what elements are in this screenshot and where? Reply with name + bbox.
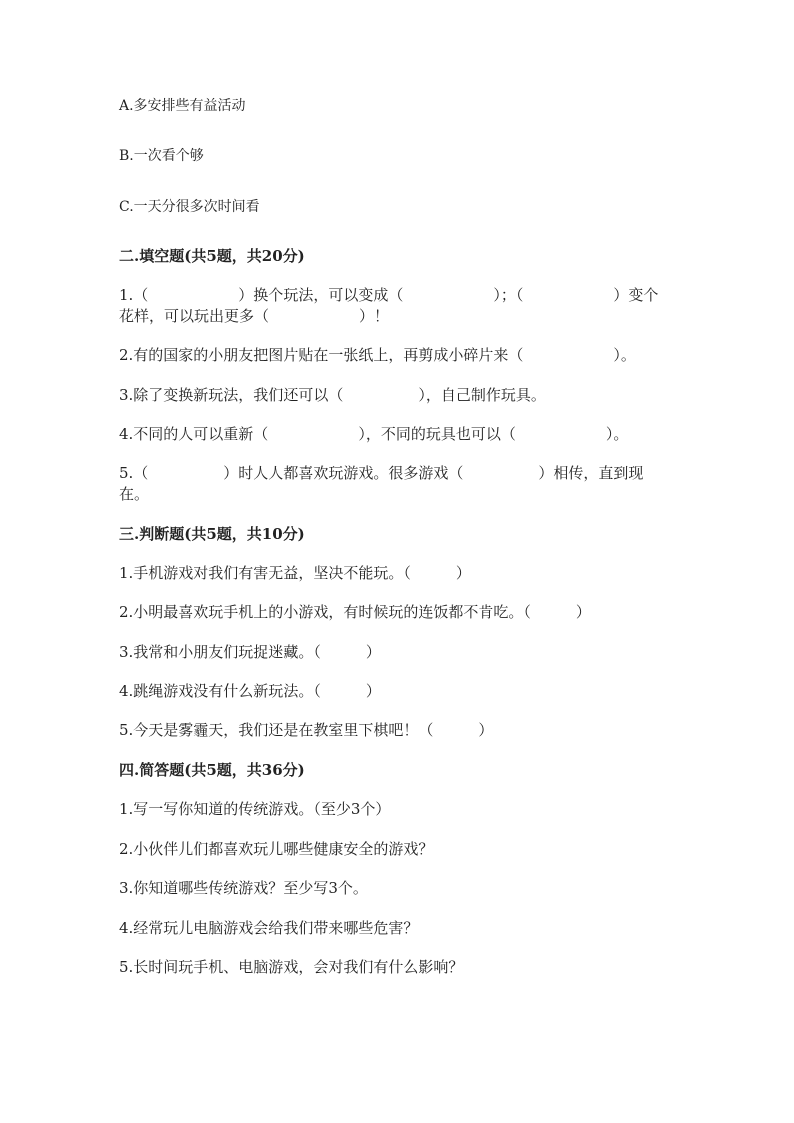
choice-option-b: B.一次看个够	[119, 148, 204, 164]
fill-blank-question: 3.除了变换新玩法，我们还可以（ ），自己制作玩具。	[119, 386, 546, 404]
choice-option-a: A.多安排些有益活动	[119, 98, 246, 114]
fill-blank-question: 5.（ ）时人人都喜欢玩游戏。很多游戏（ ）相传，直到现在。	[119, 464, 644, 503]
true-false-question: 5.今天是雾霾天，我们还是在教室里下棋吧！（ ）	[119, 721, 494, 739]
short-answer-question: 4.经常玩儿电脑游戏会给我们带来哪些危害？	[119, 919, 419, 937]
true-false-question: 2.小明最喜欢玩手机上的小游戏，有时候玩的连饭都不肯吃。（ ）	[119, 603, 591, 621]
fill-blank-question: 4.不同的人可以重新（ ），不同的玩具也可以（ ）。	[119, 425, 629, 443]
true-false-question: 1.手机游戏对我们有害无益，坚决不能玩。（ ）	[119, 564, 471, 582]
fill-blank-question: 1.（ ）换个玩法，可以变成（ ）；（ ）变个花样，可以玩出更多（ ）！	[119, 286, 659, 325]
true-false-question: 4.跳绳游戏没有什么新玩法。（ ）	[119, 682, 381, 700]
section-heading-short-answer: 四.简答题(共5题，共36分)	[119, 761, 305, 779]
choice-option-c: C.一天分很多次时间看	[119, 199, 260, 215]
section-heading-fill-blank: 二.填空题(共5题，共20分)	[119, 247, 305, 265]
section-heading-true-false: 三.判断题(共5题，共10分)	[119, 525, 305, 543]
fill-blank-question: 2.有的国家的小朋友把图片贴在一张纸上，再剪成小碎片来（ ）。	[119, 346, 636, 364]
short-answer-question: 5.长时间玩手机、电脑游戏，会对我们有什么影响？	[119, 958, 464, 976]
short-answer-question: 3.你知道哪些传统游戏？至少写3个。	[119, 879, 368, 897]
short-answer-question: 1.写一写你知道的传统游戏。（至少3个）	[119, 800, 391, 818]
short-answer-question: 2.小伙伴儿们都喜欢玩儿哪些健康安全的游戏？	[119, 840, 434, 858]
true-false-question: 3.我常和小朋友们玩捉迷藏。（ ）	[119, 643, 381, 661]
